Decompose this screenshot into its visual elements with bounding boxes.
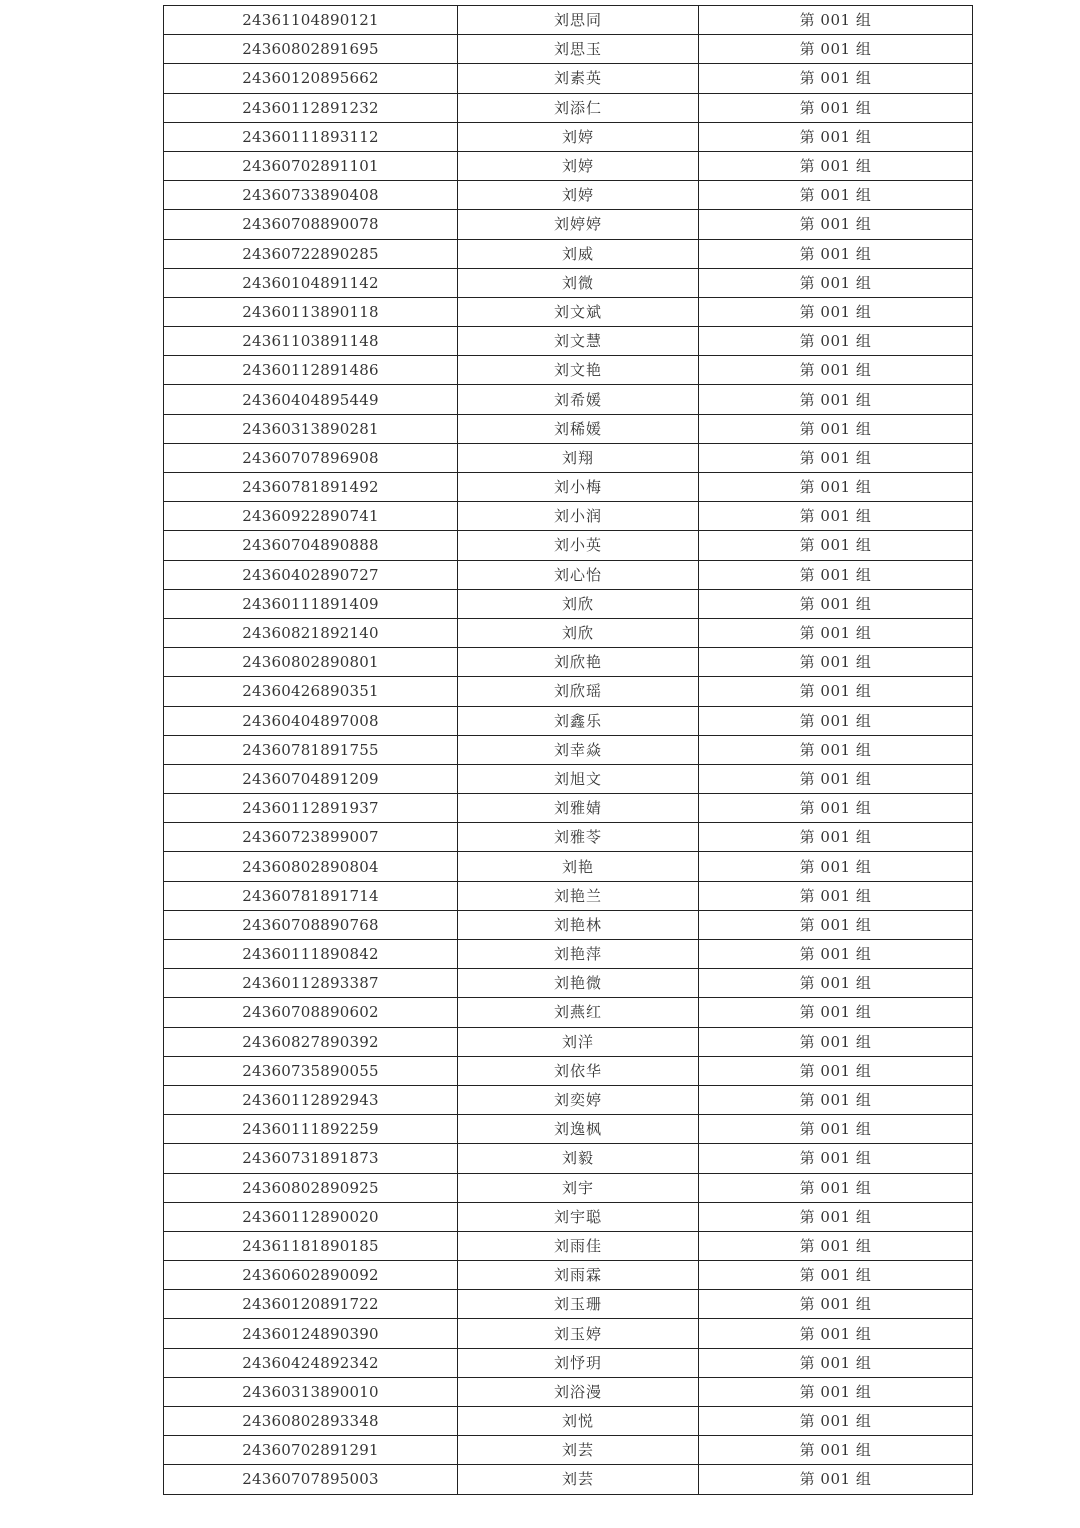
group-cell: 第 001 组 [699,706,973,735]
table-row [164,1144,973,1173]
candidate-id-cell: 24360402890727 [164,560,458,589]
group-cell: 第 001 组 [699,268,973,297]
roster-table-body [164,6,973,1495]
candidate-name-cell: 刘洋 [458,1027,699,1056]
table-row [164,473,973,502]
group-cell: 第 001 组 [699,1436,973,1465]
candidate-id-cell: 24360702891291 [164,1436,458,1465]
candidate-id-cell: 24360731891873 [164,1144,458,1173]
table-row [164,910,973,939]
group-cell: 第 001 组 [699,1027,973,1056]
group-cell: 第 001 组 [699,443,973,472]
candidate-name-cell: 刘雅苓 [458,823,699,852]
group-cell: 第 001 组 [699,764,973,793]
table-row [164,1407,973,1436]
candidate-id-cell: 24360111890842 [164,940,458,969]
group-cell: 第 001 组 [699,35,973,64]
candidate-id-cell: 24360404897008 [164,706,458,735]
candidate-name-cell: 刘雨霖 [458,1261,699,1290]
table-row [164,677,973,706]
group-cell: 第 001 组 [699,648,973,677]
group-cell: 第 001 组 [699,122,973,151]
candidate-name-cell: 刘婷 [458,151,699,180]
table-row [164,297,973,326]
candidate-id-cell: 24360112891232 [164,93,458,122]
candidate-name-cell: 刘添仁 [458,93,699,122]
candidate-name-cell: 刘艳 [458,852,699,881]
candidate-name-cell: 刘宇聪 [458,1202,699,1231]
candidate-id-cell: 24360707895003 [164,1465,458,1494]
table-row [164,618,973,647]
group-cell: 第 001 组 [699,1231,973,1260]
candidate-id-cell: 24360404895449 [164,385,458,414]
table-row [164,823,973,852]
table-row [164,327,973,356]
candidate-name-cell: 刘心怡 [458,560,699,589]
candidate-id-cell: 24360112893387 [164,969,458,998]
candidate-id-cell: 24360733890408 [164,181,458,210]
candidate-name-cell: 刘忬玥 [458,1348,699,1377]
candidate-name-cell: 刘微 [458,268,699,297]
group-cell: 第 001 组 [699,969,973,998]
table-row [164,881,973,910]
candidate-id-cell: 24360781891714 [164,881,458,910]
group-cell: 第 001 组 [699,385,973,414]
candidate-id-cell: 24360704890888 [164,531,458,560]
table-row [164,443,973,472]
candidate-name-cell: 刘逸枫 [458,1115,699,1144]
table-row [164,64,973,93]
group-cell: 第 001 组 [699,1056,973,1085]
group-cell: 第 001 组 [699,1085,973,1114]
table-row [164,589,973,618]
table-row [164,1115,973,1144]
candidate-name-cell: 刘文慧 [458,327,699,356]
candidate-name-cell: 刘奕婷 [458,1085,699,1114]
candidate-name-cell: 刘小梅 [458,473,699,502]
candidate-name-cell: 刘小润 [458,502,699,531]
table-row [164,648,973,677]
candidate-id-cell: 24360781891755 [164,735,458,764]
candidate-id-cell: 24361104890121 [164,6,458,35]
group-cell: 第 001 组 [699,589,973,618]
table-row [164,998,973,1027]
roster-table [163,5,973,1495]
table-row [164,1319,973,1348]
table-row [164,151,973,180]
candidate-name-cell: 刘艳微 [458,969,699,998]
candidate-name-cell: 刘小英 [458,531,699,560]
group-cell: 第 001 组 [699,327,973,356]
group-cell: 第 001 组 [699,735,973,764]
candidate-name-cell: 刘依华 [458,1056,699,1085]
group-cell: 第 001 组 [699,210,973,239]
group-cell: 第 001 组 [699,1348,973,1377]
table-row [164,1231,973,1260]
candidate-name-cell: 刘雨佳 [458,1231,699,1260]
table-row [164,6,973,35]
group-cell: 第 001 组 [699,1319,973,1348]
group-cell: 第 001 组 [699,64,973,93]
candidate-name-cell: 刘玉珊 [458,1290,699,1319]
candidate-name-cell: 刘翔 [458,443,699,472]
group-cell: 第 001 组 [699,794,973,823]
table-row [164,764,973,793]
group-cell: 第 001 组 [699,297,973,326]
candidate-name-cell: 刘幸焱 [458,735,699,764]
group-cell: 第 001 组 [699,6,973,35]
candidate-name-cell: 刘鑫乐 [458,706,699,735]
table-row [164,1261,973,1290]
candidate-name-cell: 刘素英 [458,64,699,93]
candidate-id-cell: 24361181890185 [164,1231,458,1260]
group-cell: 第 001 组 [699,852,973,881]
group-cell: 第 001 组 [699,1115,973,1144]
candidate-name-cell: 刘希媛 [458,385,699,414]
group-cell: 第 001 组 [699,618,973,647]
candidate-id-cell: 24360113890118 [164,297,458,326]
candidate-name-cell: 刘欣 [458,589,699,618]
group-cell: 第 001 组 [699,93,973,122]
candidate-id-cell: 24360426890351 [164,677,458,706]
candidate-id-cell: 24360802891695 [164,35,458,64]
group-cell: 第 001 组 [699,1202,973,1231]
candidate-id-cell: 24360112891937 [164,794,458,823]
table-row [164,940,973,969]
group-cell: 第 001 组 [699,181,973,210]
group-cell: 第 001 组 [699,560,973,589]
candidate-id-cell: 24360802893348 [164,1407,458,1436]
candidate-name-cell: 刘思同 [458,6,699,35]
candidate-id-cell: 24360104891142 [164,268,458,297]
table-row [164,794,973,823]
candidate-name-cell: 刘文斌 [458,297,699,326]
candidate-id-cell: 24360112890020 [164,1202,458,1231]
candidate-name-cell: 刘艳兰 [458,881,699,910]
group-cell: 第 001 组 [699,531,973,560]
candidate-id-cell: 24360702891101 [164,151,458,180]
group-cell: 第 001 组 [699,1144,973,1173]
candidate-id-cell: 24360708890078 [164,210,458,239]
group-cell: 第 001 组 [699,1465,973,1494]
group-cell: 第 001 组 [699,998,973,1027]
candidate-name-cell: 刘燕红 [458,998,699,1027]
table-row [164,268,973,297]
candidate-id-cell: 24360120895662 [164,64,458,93]
candidate-id-cell: 24360313890010 [164,1377,458,1406]
table-row [164,122,973,151]
candidate-id-cell: 24360111893112 [164,122,458,151]
table-row [164,1465,973,1494]
table-row [164,1027,973,1056]
candidate-name-cell: 刘婷 [458,181,699,210]
candidate-id-cell: 24360704891209 [164,764,458,793]
candidate-id-cell: 24360735890055 [164,1056,458,1085]
candidate-id-cell: 24360708890602 [164,998,458,1027]
candidate-name-cell: 刘芸 [458,1436,699,1465]
candidate-id-cell: 24360722890285 [164,239,458,268]
candidate-id-cell: 24360802890925 [164,1173,458,1202]
table-row [164,735,973,764]
candidate-id-cell: 24360111892259 [164,1115,458,1144]
group-cell: 第 001 组 [699,940,973,969]
group-cell: 第 001 组 [699,910,973,939]
table-row [164,502,973,531]
candidate-id-cell: 24361103891148 [164,327,458,356]
group-cell: 第 001 组 [699,473,973,502]
table-row [164,181,973,210]
table-row [164,93,973,122]
table-row [164,1056,973,1085]
candidate-name-cell: 刘威 [458,239,699,268]
group-cell: 第 001 组 [699,1173,973,1202]
candidate-name-cell: 刘旭文 [458,764,699,793]
table-row [164,1348,973,1377]
table-row [164,239,973,268]
candidate-name-cell: 刘浴漫 [458,1377,699,1406]
candidate-id-cell: 24360111891409 [164,589,458,618]
candidate-name-cell: 刘欣艳 [458,648,699,677]
candidate-name-cell: 刘欣瑶 [458,677,699,706]
table-row [164,385,973,414]
candidate-id-cell: 24360112891486 [164,356,458,385]
candidate-name-cell: 刘文艳 [458,356,699,385]
group-cell: 第 001 组 [699,677,973,706]
group-cell: 第 001 组 [699,1377,973,1406]
candidate-name-cell: 刘玉婷 [458,1319,699,1348]
table-row [164,531,973,560]
candidate-id-cell: 24360112892943 [164,1085,458,1114]
group-cell: 第 001 组 [699,1290,973,1319]
group-cell: 第 001 组 [699,356,973,385]
candidate-name-cell: 刘艳萍 [458,940,699,969]
candidate-id-cell: 24360313890281 [164,414,458,443]
candidate-name-cell: 刘雅婧 [458,794,699,823]
candidate-name-cell: 刘思玉 [458,35,699,64]
candidate-id-cell: 24360781891492 [164,473,458,502]
candidate-id-cell: 24360723899007 [164,823,458,852]
table-row [164,560,973,589]
roster-sheet [163,5,972,1495]
candidate-id-cell: 24360922890741 [164,502,458,531]
candidate-name-cell: 刘稀媛 [458,414,699,443]
candidate-id-cell: 24360602890092 [164,1261,458,1290]
candidate-name-cell: 刘芸 [458,1465,699,1494]
group-cell: 第 001 组 [699,881,973,910]
candidate-id-cell: 24360120891722 [164,1290,458,1319]
table-row [164,1436,973,1465]
candidate-id-cell: 24360802890801 [164,648,458,677]
candidate-name-cell: 刘婷婷 [458,210,699,239]
table-row [164,706,973,735]
candidate-id-cell: 24360124890390 [164,1319,458,1348]
candidate-id-cell: 24360424892342 [164,1348,458,1377]
table-row [164,1377,973,1406]
group-cell: 第 001 组 [699,414,973,443]
candidate-id-cell: 24360827890392 [164,1027,458,1056]
candidate-id-cell: 24360708890768 [164,910,458,939]
candidate-name-cell: 刘艳林 [458,910,699,939]
table-row [164,1173,973,1202]
group-cell: 第 001 组 [699,239,973,268]
table-row [164,356,973,385]
table-row [164,1202,973,1231]
candidate-id-cell: 24360802890804 [164,852,458,881]
table-row [164,852,973,881]
candidate-id-cell: 24360707896908 [164,443,458,472]
group-cell: 第 001 组 [699,1407,973,1436]
group-cell: 第 001 组 [699,823,973,852]
group-cell: 第 001 组 [699,151,973,180]
candidate-name-cell: 刘宇 [458,1173,699,1202]
group-cell: 第 001 组 [699,1261,973,1290]
table-row [164,1085,973,1114]
table-row [164,414,973,443]
table-row [164,1290,973,1319]
candidate-name-cell: 刘毅 [458,1144,699,1173]
table-row [164,969,973,998]
table-row [164,210,973,239]
candidate-name-cell: 刘悦 [458,1407,699,1436]
group-cell: 第 001 组 [699,502,973,531]
candidate-name-cell: 刘婷 [458,122,699,151]
table-row [164,35,973,64]
candidate-id-cell: 24360821892140 [164,618,458,647]
candidate-name-cell: 刘欣 [458,618,699,647]
